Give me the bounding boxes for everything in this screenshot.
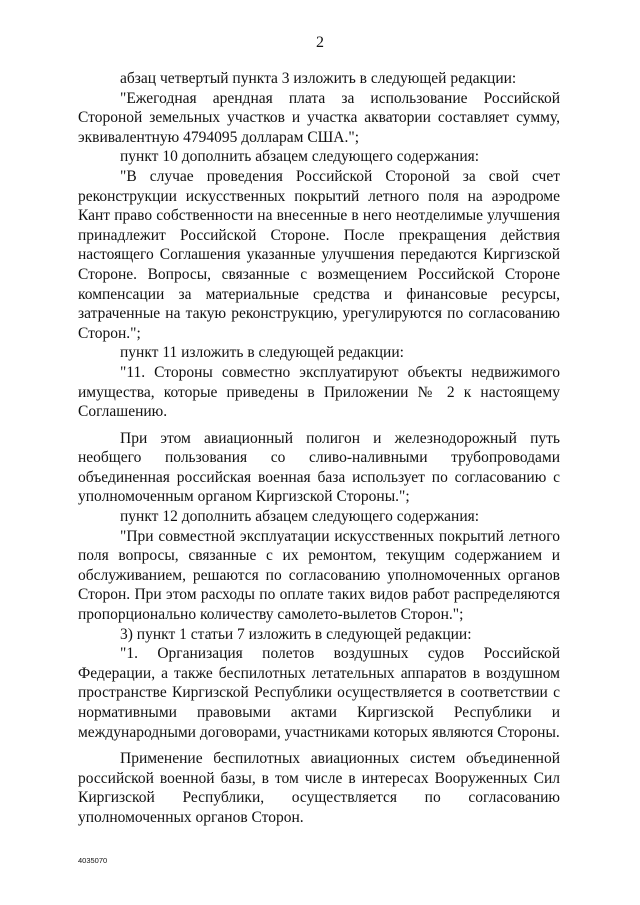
paragraph-reconstruction-quote: "В случае проведения Российской Стороной за свой счет реконструкции искусственных покрытий летного поля на аэродроме Кант право собственности на внесенные в него неотделимые улучшения принадлежит Российской Стороне. После прекращения действия настоящего Соглашения указанные улучшения передаются Киргизской Стороне. Вопросы, связанные с возмещением Российской Стороне компенсации за материальные средства и финансовые ресурсы, затраченные на такую реконструкцию, урегулируются по согласованию Сторон.";	[78, 167, 561, 342]
paragraph-p11-range-text: При этом авиационный полигон и железнодорожный путь необщего пользования со сливо-наливными трубопроводами объединенная российская военная база использует по согласованию с уполномоченным органом Киргизской Стороны.";	[78, 429, 561, 506]
paragraph-amend-p12-intro: пункт 12 дополнить абзацем следующего содержания:	[120, 508, 480, 526]
paragraph-amend-p11-intro: пункт 11 изложить в следующей редакции:	[120, 344, 404, 362]
paragraph-amend-p3-intro: абзац четвертый пункта 3 изложить в следующей редакции:	[120, 70, 517, 87]
document-body	[78, 69, 560, 828]
paragraph-drones-text: Применение беспилотных авиационных систем объединенной российской военной базы, в том числе в интересах Вооруженных Сил Киргизской Республики, осуществляется по согласованию уполномоченных органов Сторон.	[78, 750, 560, 826]
paragraph-rent-quote: "Ежегодная арендная плата за использование Российской Стороной земельных участков и участка акватории составляет сумму, эквивалентную 4794095 долларам США.";	[78, 89, 561, 146]
footer-document-code: 4035070	[78, 856, 108, 865]
page-number: 2	[316, 34, 324, 51]
paragraph-amend-p10-intro: пункт 10 дополнить абзацем следующего содержания:	[120, 148, 480, 166]
paragraph-p11-quote: "11. Стороны совместно эксплуатируют объекты недвижимого имущества, которые приведены в Приложении № 2 к настоящему Соглашению.	[78, 363, 560, 421]
paragraph-joint-exploitation-quote: "При совместной эксплуатации искусственных покрытий летного поля вопросы, связанные с их ремонтом, текущим содержанием и обслуживанием, решаются по согласованию уполномоченных органов Сторон. При этом расходы по оплате таких видов работ распределяются пропорционально количеству самолето-вылетов Сторон.";	[78, 527, 560, 624]
paragraph-flights-quote: "1. Организация полетов воздушных судов Российской Федерации, а также беспилотных летательных аппаратов в воздушном пространстве Киргизской Республики осуществляется в соответствии с нормативными правовыми актами Киргизской Республики и международными договорами, участниками которых являются Стороны.	[78, 645, 561, 741]
paragraph-amend-art7-intro: 3) пункт 1 статьи 7 изложить в следующей редакции:	[120, 625, 472, 643]
